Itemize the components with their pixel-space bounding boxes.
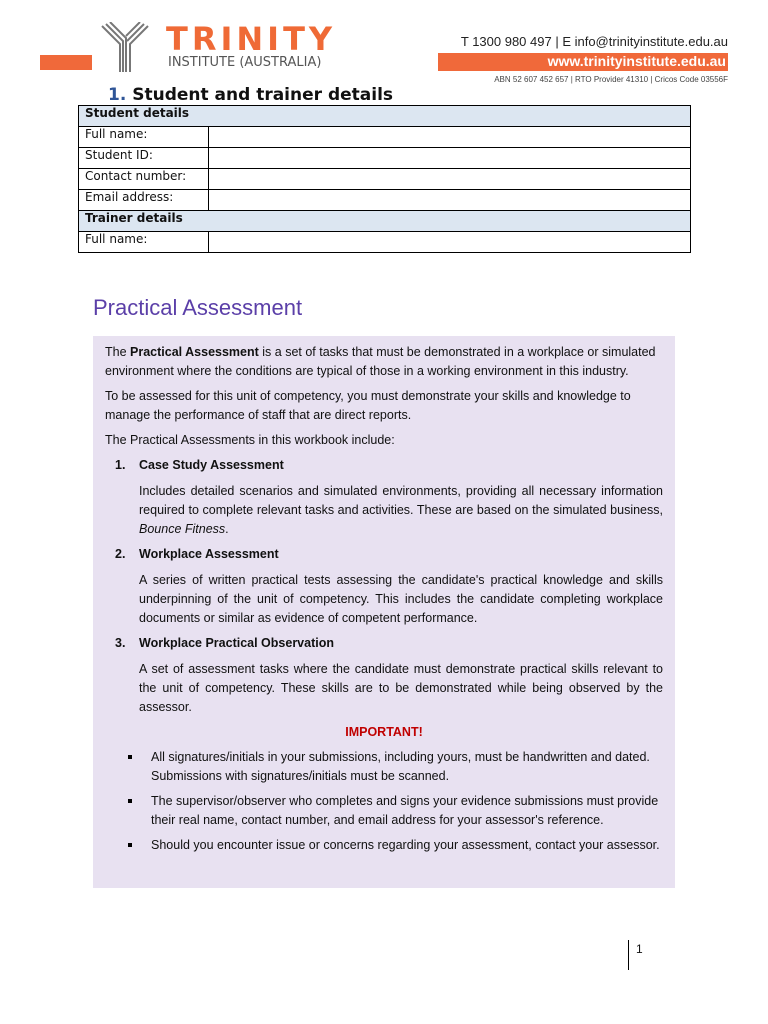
header-bar-left [40,55,92,70]
bullet-item: The supervisor/observer who completes and signs your evidence submissions must provide their real name, contact number, and email address for your assessor's reference. [151,792,663,830]
email-field[interactable] [209,190,691,211]
page-number-divider [628,940,629,970]
intro-paragraph: The Practical Assessment is a set of tasks that must be demonstrated in a workplace or simulated environment where the conditions are typical of those in a working environment in this industry. [105,345,656,378]
label-trainer-full-name: Full name: [79,232,209,253]
bullet-item: Should you encounter issue or concerns regarding your assessment, contact your assessor. [151,836,663,855]
label-student-id: Student ID: [79,148,209,169]
brand-subtitle: INSTITUTE (AUSTRALIA) [168,55,322,70]
practical-assessment-title: Practical Assessment [93,295,303,320]
section-title [108,85,393,105]
contact-number-field[interactable] [209,169,691,190]
practical-assessment-box [93,336,675,888]
important-label: IMPORTANT! [345,725,423,739]
label-email: Email address: [79,190,209,211]
bullet-item: All signatures/initials in your submissions, including yours, must be handwritten and dated. Submissions with signatures/initials must be scanned. [151,748,663,786]
page-number: 1 [636,942,643,956]
trinity-logo-icon [100,22,150,74]
bullet-icon [128,843,132,847]
student-id-field[interactable] [209,148,691,169]
assessment-item: 1. Case Study Assessment Includes detailed scenarios and simulated environments, providing all necessary information required to complete relevant tasks and activities. These are based on the simulated business, Bounce Fitness. [115,458,663,536]
details-table [78,105,691,253]
contact-info: T 1300 980 497 | E info@trinityinstitute.edu.au [460,34,728,49]
website-link[interactable]: www.trinityinstitute.edu.au [547,53,726,69]
bullet-icon [128,799,132,803]
label-full-name: Full name: [79,127,209,148]
section-number: 1. [108,85,127,105]
assessment-item: 2. Workplace Assessment A series of written practical tests assessing the candidate's practical knowledge and skills underpinning of the unit of competency. This includes the candidate completing workplace documents or similar as evidence of competent performance. [115,547,663,625]
trainer-details-header: Trainer details [79,211,691,232]
assessment-item: 3. Workplace Practical Observation A set of assessment tasks where the candidate must demonstrate practical skills relevant to the unit of competency. These skills are to be demonstrated while being observed by the assessor. [115,636,663,714]
abn-info: ABN 52 607 452 657 | RTO Provider 41310 | Cricos Code 03556F [494,75,728,84]
bullet-icon [128,755,132,759]
section-title-text: Student and trainer details [132,85,394,105]
student-full-name-field[interactable] [209,127,691,148]
brand-name: TRINITY [166,20,337,58]
student-details-header: Student details [79,106,691,127]
label-contact-number: Contact number: [79,169,209,190]
trainer-full-name-field[interactable] [209,232,691,253]
includes-paragraph: The Practical Assessments in this workbook include: [105,433,395,447]
competency-paragraph: To be assessed for this unit of competency, you must demonstrate your skills and knowledge to manage the performance of staff that are direct reports. [105,389,631,422]
